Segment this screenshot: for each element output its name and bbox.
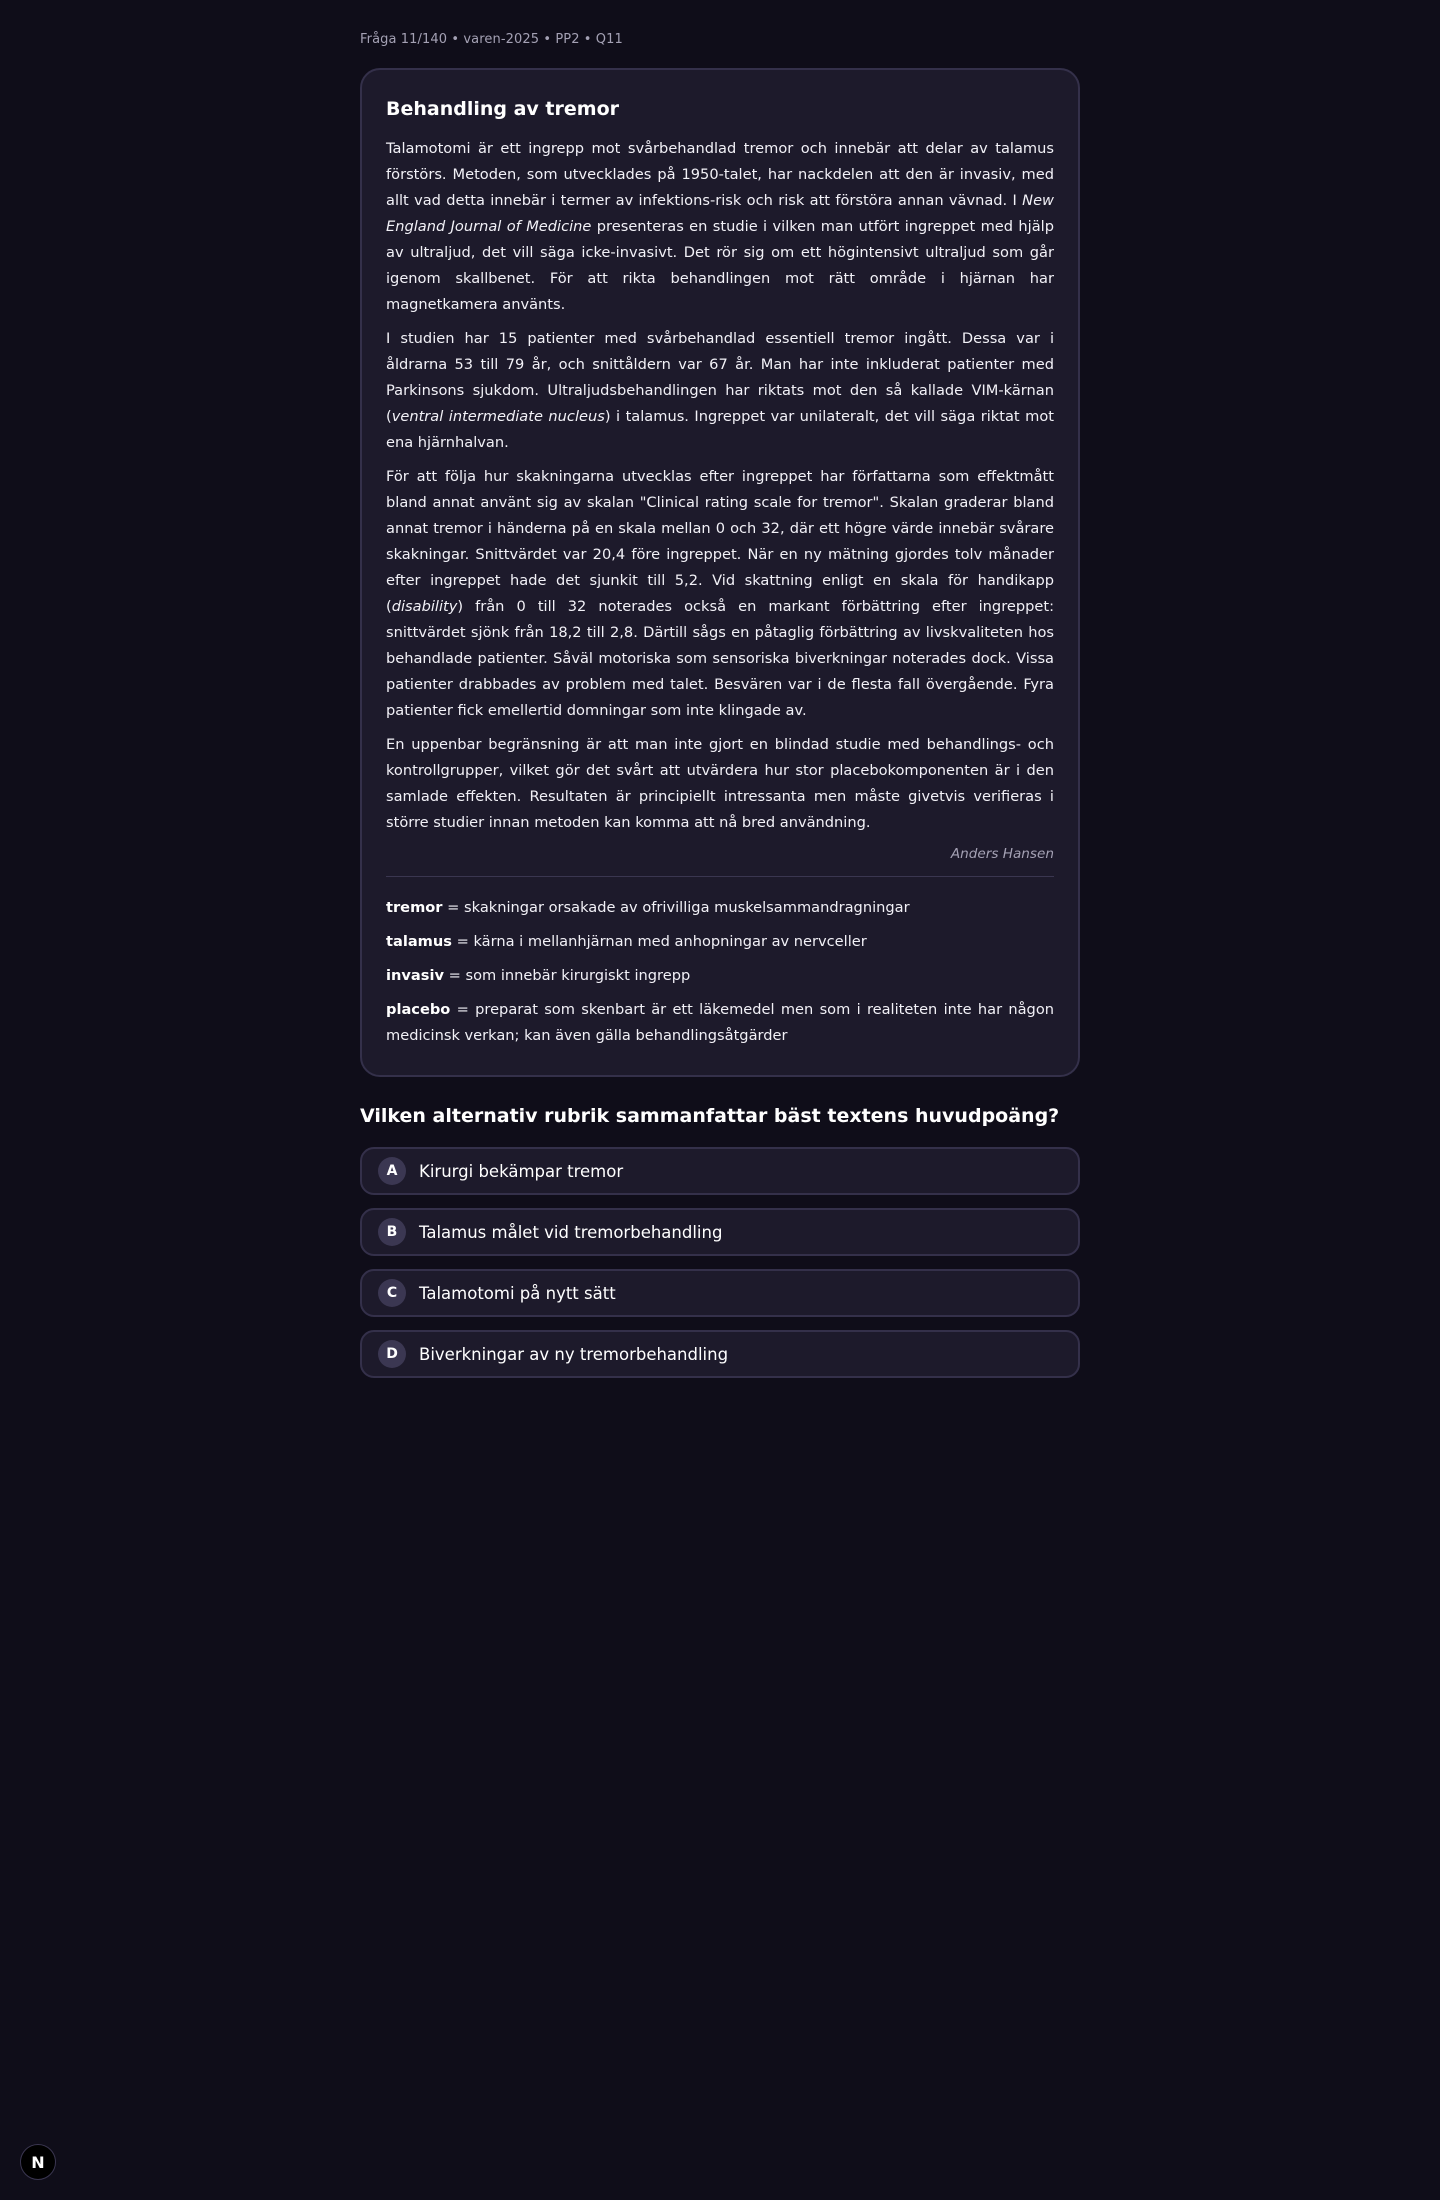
glossary-term: placebo (386, 1001, 451, 1018)
passage-text: presenteras en studie i vilken man utfört ingreppet med hjälp av ultraljud, det vill säga icke-invasivt. Det rör sig om ett högintensivt ultraljud som går igenom skallbenet. För att rikta behandlingen mot rätt område i hjärnan har magnetkamera använts. (386, 218, 1054, 313)
glossary-term: tremor (386, 899, 443, 916)
passage-author: Anders Hansen (950, 846, 1054, 862)
passage-paragraph-2 (386, 326, 1054, 456)
answer-option-a[interactable] (360, 1147, 1080, 1195)
passage-text: ) i talamus. Ingreppet var unilateralt, det vill säga riktat mot ena hjärnhalvan. (386, 408, 1054, 451)
option-letter-badge: B (378, 1218, 406, 1246)
option-label: Talamus målet vid tremorbehandling (419, 1222, 723, 1242)
answer-option-c[interactable] (360, 1269, 1080, 1317)
glossary-definition: = som innebär kirurgiskt ingrepp (443, 967, 691, 984)
passage-text: I studien har 15 patienter med svårbehandlad essentiell tremor ingått. Dessa var i åldrarna 53 till 79 år, och snittåldern var 67 år. Man har inte inkluderat patienter med Parkinsons sjukdom. Ultraljudsbehandlingen har riktats mot den så kallade VIM-kärnan ( (386, 330, 1054, 425)
answer-options (360, 1147, 1080, 1378)
question-meta: Fråga 11/140 • varen-2025 • PP2 • Q11 (360, 32, 623, 47)
passage-card (360, 68, 1080, 1077)
passage-paragraph-1 (386, 136, 1054, 318)
passage-paragraph-3 (386, 464, 1054, 724)
option-letter-badge: D (378, 1340, 406, 1368)
glossary-definition: = skakningar orsakade av ofrivilliga muskelsammandragningar (442, 899, 910, 916)
passage-text: Talamotomi är ett ingrepp mot svårbehandlad tremor och innebär att delar av talamus förstörs. Metoden, som utvecklades på 1950-talet, har nackdelen att den är invasiv, med allt vad detta innebär i termer av infektions-risk och risk att förstöra annan vävnad. I (386, 140, 1054, 209)
english-term: disability (391, 598, 458, 615)
glossary-definition: = preparat som skenbart är ett läkemedel men som i realiteten inte har någon medicinsk verkan; kan även gälla behandlingsåtgärder (386, 1001, 1054, 1044)
quiz-container (360, 0, 1080, 1391)
option-letter-badge: C (378, 1279, 406, 1307)
option-label: Kirurgi bekämpar tremor (419, 1161, 624, 1181)
glossary-definition: = kärna i mellanhjärnan med anhopningar av nervceller (451, 933, 867, 950)
answer-option-d[interactable] (360, 1330, 1080, 1378)
option-label: Biverkningar av ny tremorbehandling (419, 1344, 729, 1364)
passage-text: För att följa hur skakningarna utvecklas efter ingreppet har författarna som effektmått bland annat använt sig av skalan "Clinical rating scale for tremor". Skalan graderar bland annat tremor i händerna på en skala mellan 0 och 32, där ett högre värde innebär svårare skakningar. Snittvärdet var 20,4 före ingreppet. När en ny mätning gjordes tolv månader efter ingreppet hade det sjunkit till 5,2. Vid skattning enligt en skala för handikapp ( (386, 468, 1054, 615)
passage-title: Behandling av tremor (386, 98, 619, 120)
glossary-term: invasiv (386, 967, 444, 984)
option-label: Talamotomi på nytt sätt (419, 1283, 616, 1303)
latin-term: ventral intermediate nucleus (391, 408, 605, 425)
nextjs-dev-badge[interactable] (20, 2144, 56, 2180)
glossary-item (386, 963, 1054, 989)
glossary-item (386, 997, 1054, 1049)
passage-text: ) från 0 till 32 noterades också en markant förbättring efter ingreppet: snittvärdet sjönk från 18,2 till 2,8. Därtill sågs en påtaglig förbättring av livskvaliteten hos behandlade patienter. Såväl motoriska som sensoriska biverkningar noterades dock. Vissa patienter drabbades av problem med talet. Besvären var i de flesta fall övergående. Fyra patienter fick emellertid domningar som inte klingade av. (386, 598, 1054, 719)
glossary-item (386, 895, 1054, 921)
glossary (386, 895, 1054, 1049)
glossary-term: talamus (386, 933, 452, 950)
journal-name: New England Journal of Medicine (386, 192, 1054, 235)
question-text: Vilken alternativ rubrik sammanfattar bäst textens huvudpoäng? (360, 1105, 1060, 1127)
nextjs-logo-icon: N (31, 2152, 45, 2172)
glossary-item (386, 929, 1054, 955)
passage-paragraph-4: En uppenbar begränsning är att man inte gjort en blindad studie med behandlings- och kontrollgrupper, vilket gör det svårt att utvärdera hur stor placebokomponenten är i den samlade effekten. Resultaten är principiellt intressanta men måste givetvis verifieras i större studier innan metoden kan komma att nå bred användning. (386, 736, 1054, 831)
option-letter-badge: A (378, 1157, 406, 1185)
answer-option-b[interactable] (360, 1208, 1080, 1256)
glossary-divider (386, 876, 1054, 877)
